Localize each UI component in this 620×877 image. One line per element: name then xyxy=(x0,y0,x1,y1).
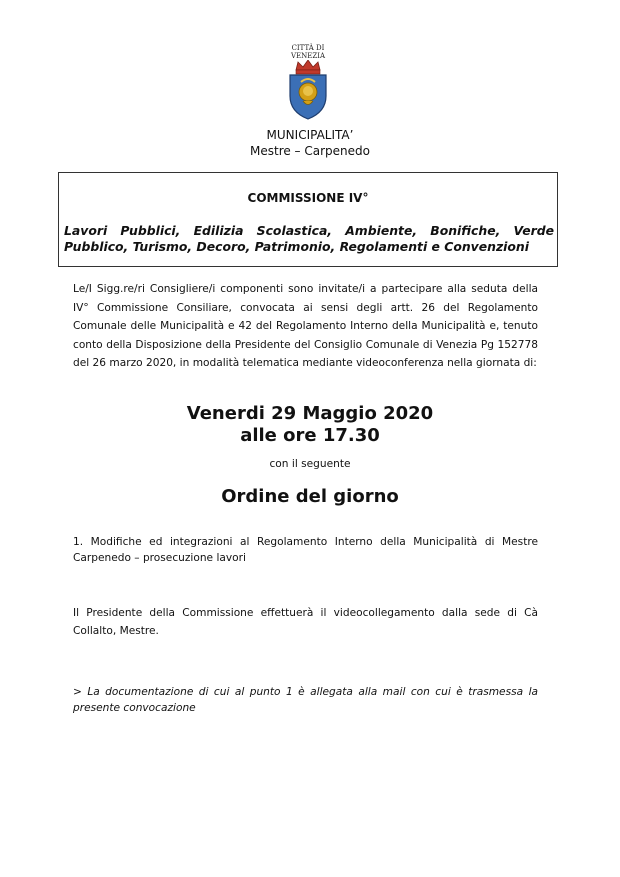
intro-paragraph: Le/I Sigg.re/ri Consigliere/i componenti sono invitate/i a partecipare alla seduta della IV° Commissione Consiliare, convocata ai sensi degli artt. 26 del Regolamento Comunale delle Municipalità e 42 del Regolamento Interno della Municipalità e, tenuto conto della Disposizione della Presidente del Consiglio Comunale di Venezia Pg 152778 del 26 marzo 2020, in modalità telematica mediante videoconferenza nella giornata di: xyxy=(73,283,538,370)
commission-title: COMMISSIONE IV° xyxy=(247,191,369,205)
commission-box xyxy=(58,172,558,267)
municipality-name: Mestre – Carpenedo xyxy=(250,144,370,158)
agenda-item: 1. Modifiche ed integrazioni al Regolamento Interno della Municipalità di Mestre Carpenedo – prosecuzione lavori xyxy=(73,536,538,564)
following-text: con il seguente xyxy=(269,458,351,470)
meeting-date: Venerdi 29 Maggio 2020 xyxy=(186,403,434,424)
crest-caption-line-1: CITTÀ DI xyxy=(291,44,325,52)
municipality-title: MUNICIPALITA’ xyxy=(266,128,354,142)
meeting-time: alle ore 17.30 xyxy=(240,425,380,446)
commission-subjects: Lavori Pubblici, Edilizia Scolastica, Ambiente, Bonifiche, Verde Pubblico, Turismo, Decoro, Patrimonio, Regolamenti e Convenzioni xyxy=(64,223,554,254)
city-crest xyxy=(283,44,333,122)
crest-caption-line-2: VENEZIA xyxy=(290,52,326,60)
agenda-title: Ordine del giorno xyxy=(221,486,399,507)
president-note: Il Presidente della Commissione effettuerà il videocollegamento dalla sede di Cà Collalto, Mestre. xyxy=(73,607,538,637)
venice-lion-crest-icon xyxy=(287,60,329,120)
documentation-note: > La documentazione di cui al punto 1 è allegata alla mail con cui è trasmessa la presente convocazione xyxy=(73,686,538,714)
crest-caption xyxy=(283,44,333,60)
